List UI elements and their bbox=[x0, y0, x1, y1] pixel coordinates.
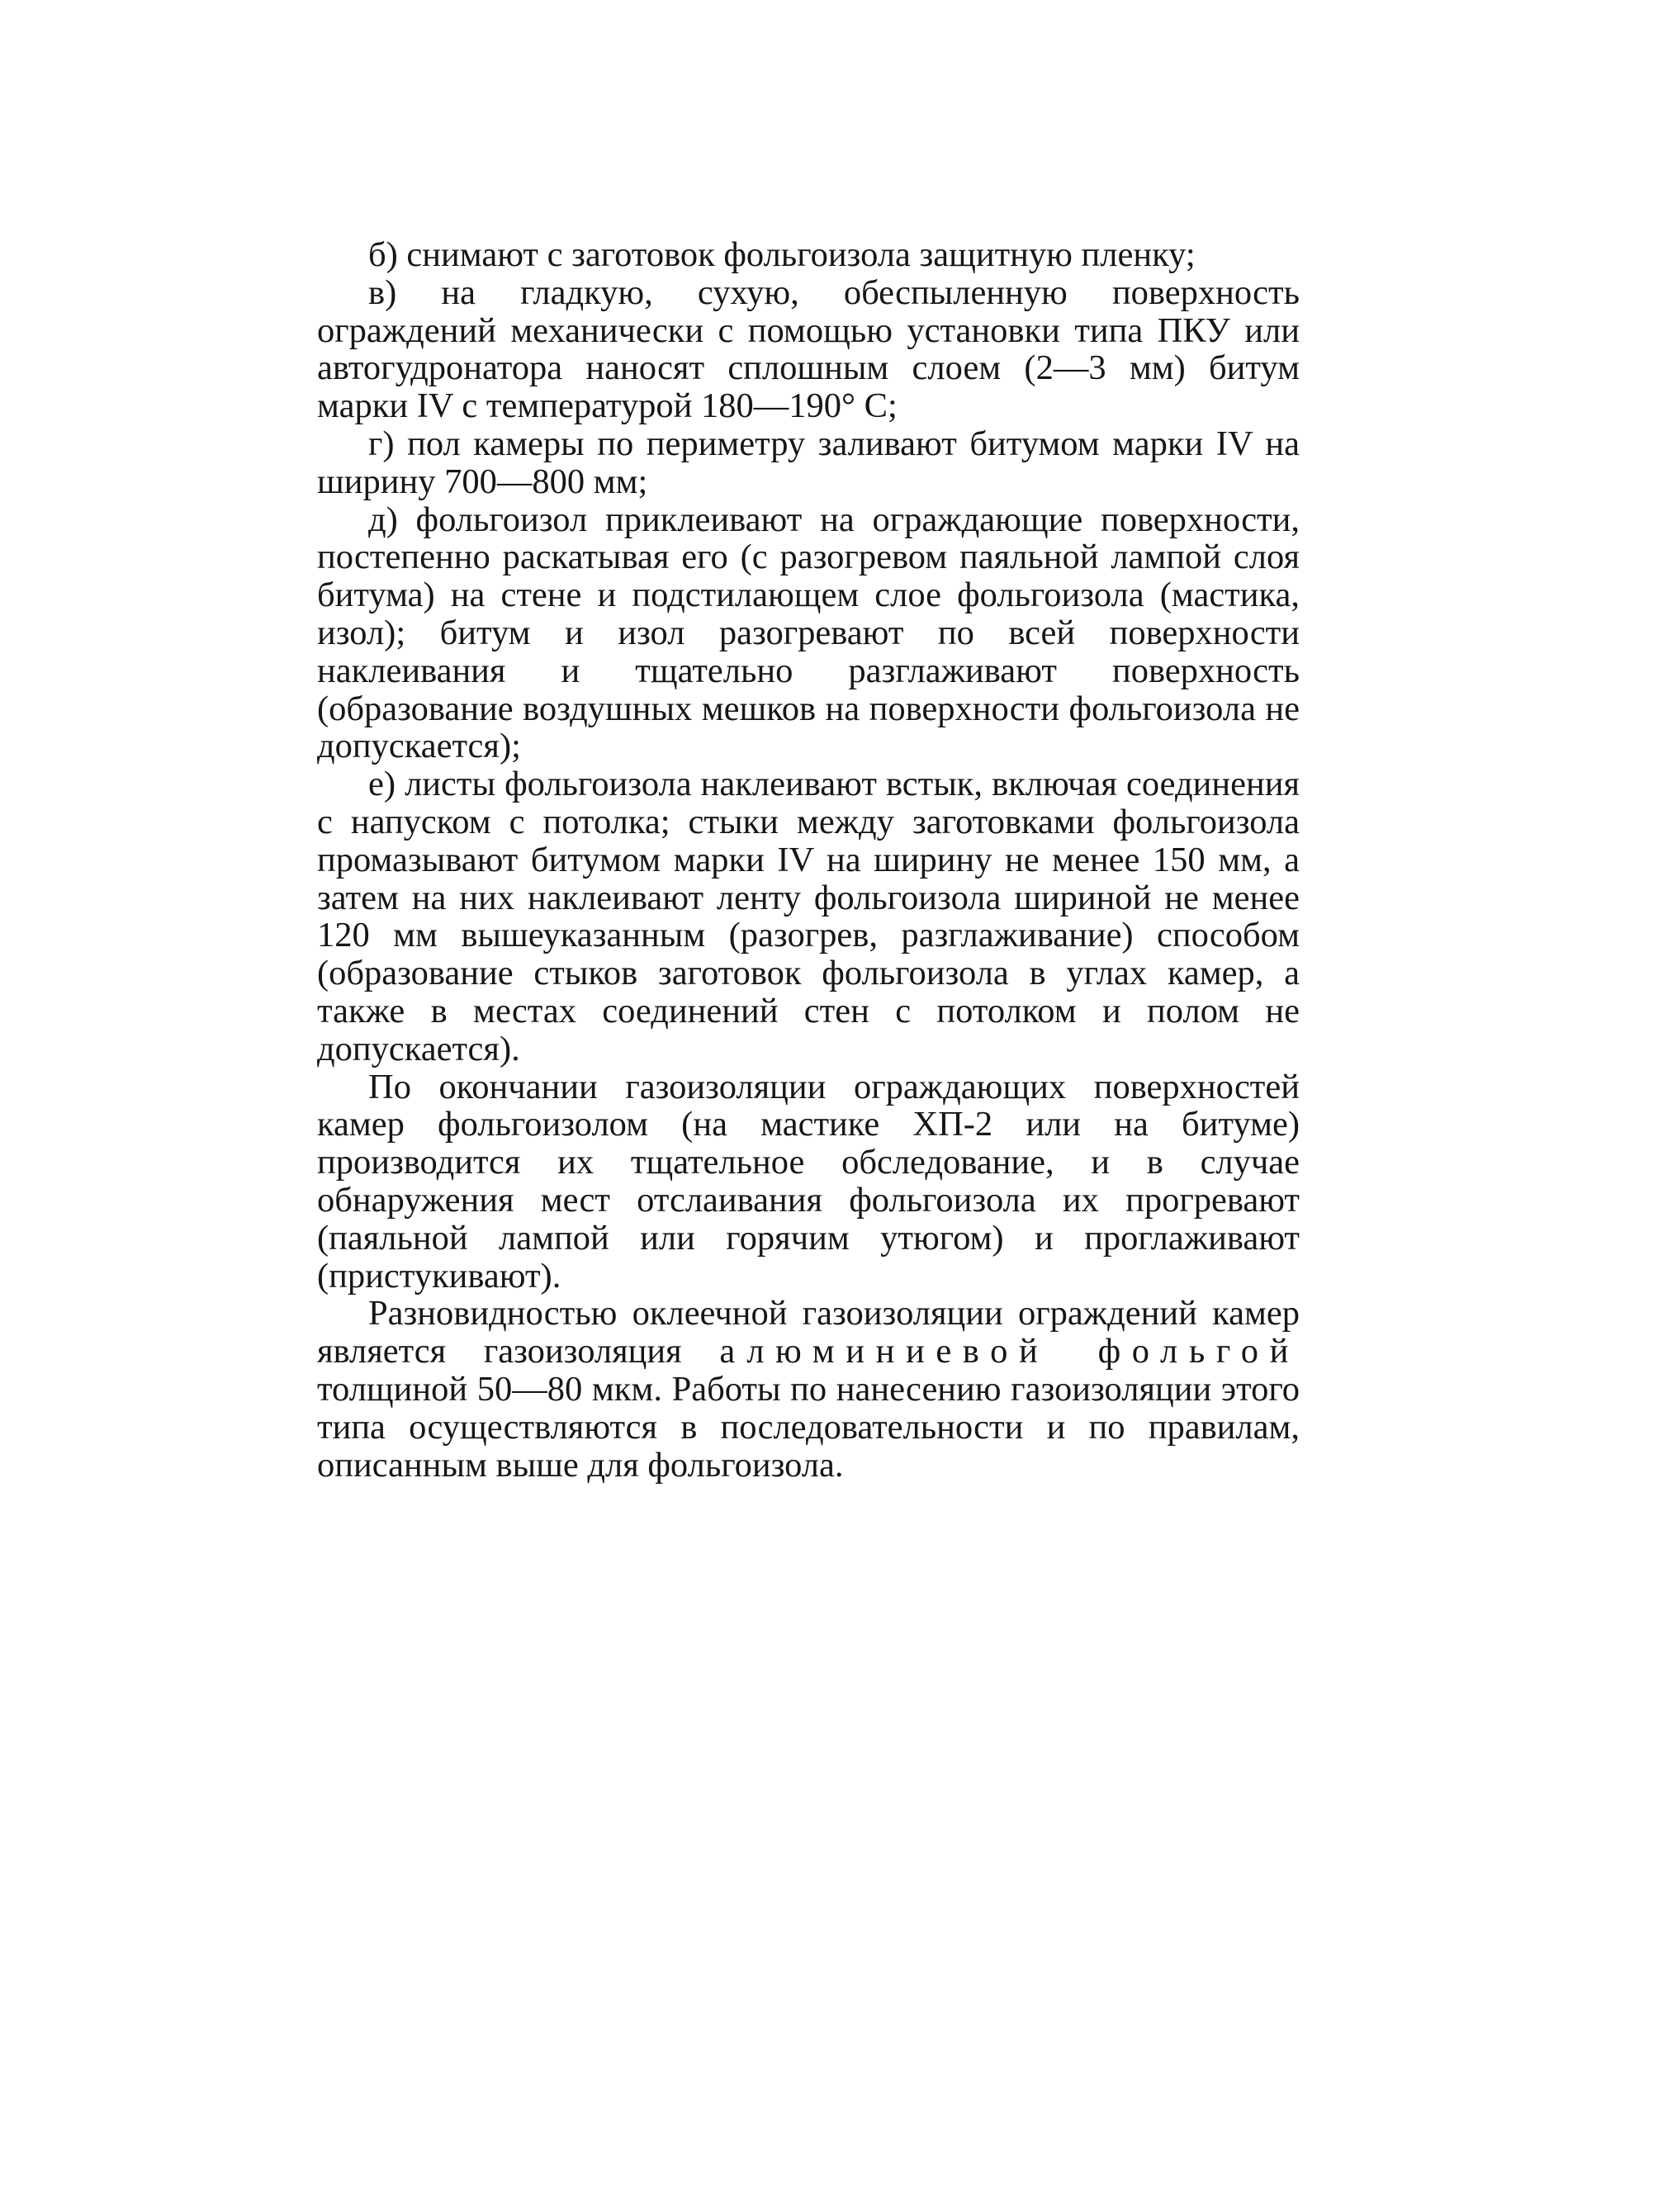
paragraph-e: е) листы фольгоизола наклеивают встык, включая соединения с напуском с потолка; стыки между заготовками фольгоизола промазывают битумом марки IV на ширину не менее 150 мм, а затем на них наклеивают ленту фольгоизола шириной не менее 120 мм вышеуказанным (разогрев, разглаживание) способом (образование стыков заготовок фольгоизола в углах камер, а также в местах соединений стен с потолком и полом не допускается). bbox=[317, 765, 1300, 1068]
paragraph-b: б) снимают с заготовок фольгоизола защитную пленку; bbox=[368, 235, 1196, 274]
spaced-emphasis-text: алюминиевой фольгой bbox=[719, 1332, 1300, 1371]
paragraph-aluminium-foil bbox=[317, 1295, 1300, 1484]
paragraph-v: в) на гладкую, сухую, обеспыленную поверхность ограждений механически с помощью установки типа ПКУ или автогудронатора наносят сплошным слоем (2—3 мм) битум марки IV с температурой 180—190° С; bbox=[317, 272, 1300, 426]
paragraph-aluminium-foil-part1: Разновидностью оклеечной газоизоляции ограждений камер является газоизоляция bbox=[317, 1294, 1300, 1371]
paragraph-d: д) фольгоизол приклеивают на ограждающие поверхности, постепенно раскатывая его (с разогревом паяльной лампой слоя битума) на стене и подстилающем слое фольгоизола (мастика, изол); битум и изол разогревают по всей поверхности наклеивания и тщательно разглаживают поверхность (образование воздушных мешков на поверхности фольгоизола не допускается); bbox=[317, 500, 1300, 766]
paragraph-inspection: По окончании газоизоляции ограждающих поверхностей камер фольгоизолом (на мастике ХП-2 или на битуме) производится их тщательное обследование, и в случае обнаружения мест отслаивания фольгоизола их прогревают (паяльной лампой или горячим утюгом) и проглаживают (пристукивают). bbox=[317, 1067, 1300, 1295]
paragraph-aluminium-foil-part2: толщиной 50—80 мкм. Работы по нанесению газоизоляции этого типа осуществляются в последовательности и по правилам, описанным выше для фольгоизола. bbox=[317, 1369, 1300, 1485]
paragraph-g: г) пол камеры по периметру заливают битумом марки IV на ширину 700—800 мм; bbox=[317, 424, 1300, 501]
document-body bbox=[317, 236, 1300, 1484]
